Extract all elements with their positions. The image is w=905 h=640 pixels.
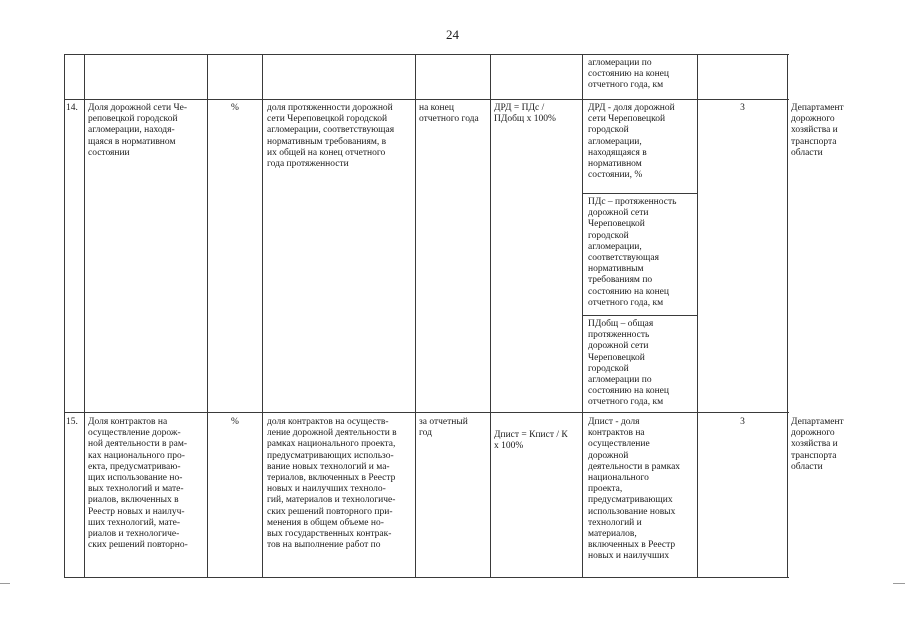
row-15-formula: Дпист = Кпист / К х 100% (494, 430, 568, 452)
row-14-number: 14. (66, 103, 78, 113)
row-14-definition: доля протяженности дорожной сети Череповецкой городской агломерации, соответствующая нормативным требованиям, в их общей на конец отчетного года протяженности (267, 103, 395, 170)
row-14-responsible: Департамент дорожного хозяйства и транспорта области (791, 103, 844, 158)
row-14-method: 3 (740, 103, 745, 113)
row-15-unit: % (231, 417, 239, 427)
row-14-component-3: ПДобщ – общая протяженность дорожной сети Череповецкой городской агломерации по состоянию на конец отчетного года, км (588, 319, 669, 408)
row-14-component-2: ПДс – протяженность дорожной сети Череповецкой городской агломерации, соответствующая нормативным требованиям по состоянию на конец отчетного года, км (588, 197, 677, 308)
row-15-definition: доля контрактов на осуществ- ление дорожной деятельности в рамках национального проекта, предусматривающих использо- вание новых технологий и ма- териалов, включенных в Реестр новых и наилучших техноло- гий, материалов и технологиче- ских решений повторного при- менения в общем объеме но- вых государственных контрак- тов на выполнение работ по (267, 417, 397, 551)
row-15-period: за отчетный год (419, 417, 468, 439)
row-15-number: 15. (66, 417, 78, 427)
row-15-indicator-name: Доля контрактов на осуществление дорож- ной деятельности в рам- ках национального про- екта, предусматриваю- щих использование но- вых технологий и мате- риалов, включенных в Реестр новых и наилуч- ших технологий, мате- риалов и технологиче- ских решений повторно- (88, 417, 188, 551)
scan-edge-mark-right (893, 583, 905, 584)
row-15-method: 3 (740, 417, 745, 427)
row-14-formula: ДРД = ПДс / ПДобщ х 100% (494, 103, 556, 125)
row-14-period: на конец отчетного года (419, 103, 479, 125)
row-14-component-1: ДРД - доля дорожной сети Череповецкой городской агломерации, находящаяся в нормативном состоянии, % (588, 103, 675, 181)
continuation-definition-tail: агломерации по состоянию на конец отчетного года, км (588, 58, 669, 91)
row-14-indicator-name: Доля дорожной сети Че- реповецкой городской агломерации, находя- щаяся в нормативном состоянии (88, 103, 188, 158)
row-15-responsible: Департамент дорожного хозяйства и транспорта области (791, 417, 844, 472)
row-15-component-1: Дпист - доля контрактов на осуществление дорожной деятельности в рамках национального проекта, предусматривающих использование новых технологий и материалов, включенных в Реестр новых и наилучших (588, 417, 681, 562)
scan-edge-mark-left (0, 583, 10, 584)
page-number: 24 (446, 27, 459, 42)
row-14-unit: % (231, 103, 239, 113)
